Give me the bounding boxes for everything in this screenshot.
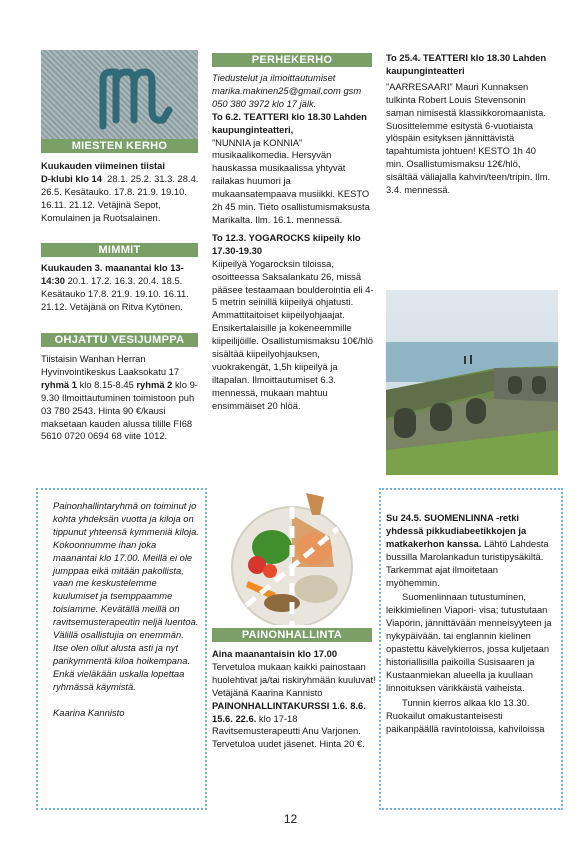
vesijumppa-text2: klo 9-9.30 Ilmoittautuminen toimistoon puh 03 780 2543. Hinta 90 €/kausi maksetaan kauden alussa tilille FI68 5610 0720 0694 68 viite 1012. (41, 378, 198, 442)
suomenlinna-text1: Lähtö Lahdesta bussilla Marolankadun turistipysäkiltä. Tarkemmat ajat ilmoitetaan myöhemmin. (386, 537, 549, 588)
perhekerho-text (212, 72, 376, 413)
vesijumppa-text (41, 353, 201, 443)
food-plate-image (212, 485, 372, 625)
miesten-kerho-text (41, 160, 201, 225)
teatteri-title: To 25.4. TEATTERI klo 18.30 Lahden kaupunginteatteri (386, 52, 547, 76)
miesten-kerho-lead: D-klubi klo 14 (41, 172, 102, 184)
suomenlinna-text3: Tunnin kierros alkaa klo 13.30. Ruokailut omakustanteisesti paikanpäällä ravintoloissa, kahviloissa (386, 696, 545, 734)
vesijumppa-text1: Tiistaisin Wanhan Herran Hyvinvointikeskus Laaksokatu 17 (41, 353, 180, 377)
perhekerho-event2-text: Kiipeilyä Yogarocksin tiloissa, osoitteessa Saksalankatu 26, missä pääsee testaamaan boulderointia eli 4-5 metrin seinillä kiipeilyä ohjatusti. Ammattitaitoiset kiipeilyohjaajat. Ensikertalaisille ja kokeneemmille kiipeilijöille. Osallistumismaksu 10€/hlö sisältää kiipeilyohjauksen, vuokrakengät, 1,5h kiipeilyä ja iltapalan. Ilmoittautumiset 6.3. mennessä, mukaan mahtuu ensimmäiset 20 hlöä. (212, 257, 374, 411)
perhekerho-info: Tiedustelut ja ilmoittautumiset marika.makinen25@gmail.com gsm 050 380 3972 klo 17 jälk. (212, 72, 362, 109)
quote-text: Painonhallintaryhmä on toiminut jo kohta yhdeksän vuotta ja kiloja on tippunut yhteensä kymmeniä kiloja. Kokoonnumme ihan joka maanantai klo 17.00. Meillä ei ole jumppaa eikä mitään pakollista, vaan me keskustelemme kuulumiset ja tsemppaamme toisiamme. Kevätällä meillä on ravitsemusterapeutin neljä luentoa. Välillä osallistujia on enemmän. Itse olen ollut alusta asti ja nyt parikymmentä kiloa hoikempana. Enkä vieläkään uskalla lopettaa ryhmässä käymistä. (53, 500, 199, 692)
miesten-kerho-header: MIESTEN KERHO (41, 139, 198, 153)
suomenlinna-photo (386, 290, 558, 475)
miesten-kerho-dates: 28.1. 25.2. 31.3. 28.4. 26.5. Kesätauko. 17.8. 21.9. 19.10. 16.11. 21.12. Vetäjinä Sepot, Komulainen ja Ruotsalainen. (41, 172, 199, 223)
teatteri-text (386, 52, 551, 197)
vesijumppa-header: OHJATTU VESIJUMPPA (41, 333, 198, 347)
vesijumppa-group2: ryhmä 2 (136, 378, 173, 390)
perhekerho-event2-title: To 12.3. YOGAROCKS kiipeily klo 17.30-19.30 (212, 231, 361, 256)
page-number: 12 (283, 812, 298, 826)
mimmit-header: MIMMIT (41, 243, 198, 257)
mimmit-lead: Kuukauden 3. maanantai klo 13-14:30 (41, 262, 184, 286)
painonhallinta-text (212, 648, 376, 751)
vesijumppa-time1: klo 8.15-8.45 (79, 378, 134, 390)
painonhallinta-lead: Aina maanantaisin klo 17.00 (212, 648, 338, 659)
suomenlinna-title: Su 24.5. SUOMENLINNA -retki yhdessä pikkudiabeetikkojen ja matkakerhon kanssa. (386, 512, 527, 549)
zodiac-symbol-image (41, 50, 198, 139)
quote-text-block (53, 500, 201, 720)
quote-author: Kaarina Kannisto (53, 706, 125, 718)
perhekerho-event1-title: To 6.2. TEATTERI klo 18.30 Lahden kaupunginteatteri, (212, 110, 367, 135)
perhekerho-event1-text: ”NUNNIA ja KONNIA” musikaalikomedia. Hersyvän hauskassa musikaalissa yhtyvät railakas huumori ja mukaansatempaava musiikki. KESTO 2h 45 min. Tieto osallistumismaksusta Marikalta. Ilm. 16.1. mennessä. (212, 136, 370, 225)
painonhallinta-header: PAINONHALLINTA (212, 628, 372, 642)
mimmit-dates: 20.1. 17.2. 16.3. 20.4. 18.5. Kesätauko 17.8. 21.9. 19.10. 16.11. 21.12. Vetäjänä on Ritva Kytönen. (41, 274, 189, 312)
painonhallinta-course-title: PAINONHALLINTAKURSSI 1.6. 8.6. 15.6. 22.6. (212, 699, 366, 724)
painonhallinta-text1: Tervetuloa mukaan kaikki painostaan huolehtivat ja/tai riskiryhmään kuuluvat! Vetäjänä Kaarina Kannisto (212, 660, 376, 698)
suomenlinna-text2: Suomenlinnaan tutustuminen, leikkimielinen Viapori- visa; tutustutaan Viaporin, jännittävään menneisyyteen ja nykypäivään. tai englannin kielinen opastettu kävelykierros, jossa kuljetaan historiallisilla paikoilla Susisaaren ja Kustaanmiekan alueella ja kuullaan linnoituksen värikkäistä vaiheista. (386, 591, 552, 693)
miesten-kerho-dates-paragraph (41, 173, 201, 225)
mimmit-text (41, 262, 201, 314)
suomenlinna-text (386, 512, 554, 735)
perhekerho-header: PERHEKERHO (212, 53, 372, 67)
teatteri-description: ”AARRESAARI” Mauri Kunnaksen tulkinta Robert Louis Stevensonin saman nimisestä klassikkoromaanista. Suosittelemme esitystä 6-vuotiaista ylöspäin esityksen jännittävistä tapahtumista johtuen! KESTO 1h 40 min. Osallistumismaksu 12€/hlö, sisältää väliajalla kahvin/teen/tripin. Ilm. 3.4. mennessä. (386, 80, 551, 196)
vesijumppa-group1: ryhmä 1 (41, 378, 77, 390)
miesten-kerho-schedule: Kuukauden viimeinen tiistai (41, 160, 165, 171)
painonhallinta-course-text: klo 17-18 Ravitsemusterapeutti Anu Varjonen. Tervetuloa uudet jäsenet. Hinta 20 €. (212, 712, 365, 750)
